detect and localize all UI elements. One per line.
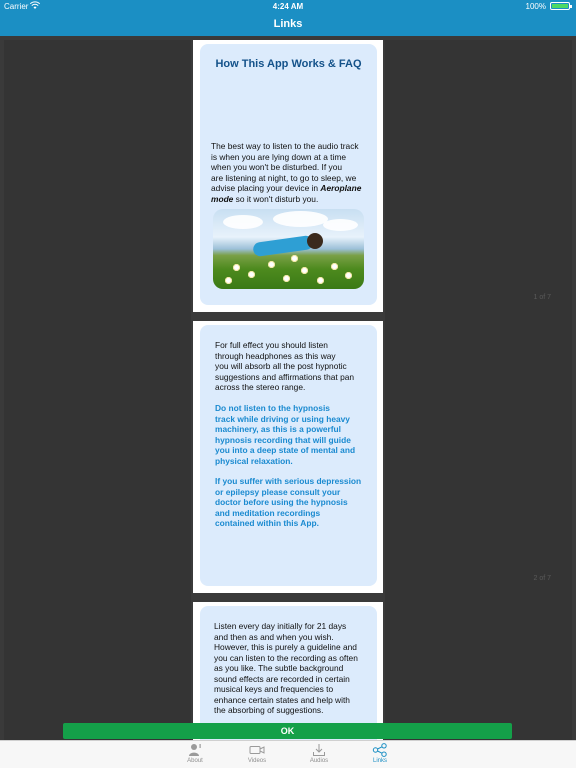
- text-line: machinery, as this is a powerful: [215, 424, 341, 434]
- text-line: as you like. The subtle background: [214, 663, 344, 673]
- download-icon: [312, 743, 326, 757]
- tab-videos[interactable]: [227, 743, 287, 764]
- video-camera-icon: [249, 743, 265, 757]
- mode-emphasis: mode: [211, 193, 234, 204]
- tab-bar: [0, 740, 576, 768]
- text-line: you into a deep state of mental and: [215, 445, 356, 455]
- tab-about[interactable]: [165, 743, 225, 764]
- person-icon: [188, 743, 202, 757]
- battery-icon: [550, 2, 570, 10]
- text-line: or epilepsy please consult your: [215, 486, 341, 497]
- tab-label: Audios: [309, 758, 329, 764]
- carrier-label: Carrier: [4, 2, 29, 11]
- text-line: [211, 183, 371, 194]
- text-line: doctor before using the hypnosis: [215, 497, 348, 507]
- text-line: and meditation recordings: [215, 507, 321, 518]
- text-line: The best way to listen to the audio track: [211, 141, 359, 151]
- text-line: across the stereo range.: [215, 382, 306, 392]
- page-number: 1 of 7: [533, 294, 551, 301]
- text-line: the absorbing of suggestions.: [214, 705, 324, 715]
- text-fragment: advise placing your device in: [211, 183, 319, 193]
- text-line: you will absorb all the post hypnotic: [215, 361, 347, 371]
- left-gutter: [4, 40, 191, 740]
- text-line: Do not listen to the hypnosis: [215, 403, 330, 413]
- text-fragment: so it won't disturb you.: [233, 193, 319, 204]
- battery-level: [552, 4, 568, 8]
- tab-label: Videos: [247, 758, 267, 764]
- text-line: and then as and when you wish.: [214, 631, 334, 642]
- headphones-advice: [215, 340, 375, 393]
- pages-scroll-area[interactable]: [0, 36, 576, 740]
- status-bar: [0, 0, 576, 13]
- text-line: If you suffer with serious depression: [215, 476, 362, 486]
- text-line: physical relaxation.: [215, 455, 293, 466]
- faq-title: How This App Works & FAQ: [215, 58, 362, 70]
- text-line: enhance certain states and help with: [214, 694, 350, 705]
- text-line: musical keys and frequencies to: [214, 684, 334, 694]
- page-number: 2 of 7: [533, 575, 551, 582]
- battery-percent: 100%: [525, 2, 546, 11]
- navigation-bar: [0, 13, 576, 36]
- tab-links[interactable]: [350, 743, 410, 764]
- driving-warning: [215, 403, 375, 466]
- text-line: you can listen to the recording as often: [214, 652, 358, 663]
- guide-page-2: [193, 321, 383, 593]
- page-card: [200, 606, 377, 740]
- ok-button[interactable]: OK: [63, 723, 512, 739]
- listening-instructions: [211, 141, 371, 204]
- aeroplane-emphasis: Aeroplane: [320, 183, 362, 193]
- text-line: suggestions and affirmations that pan: [215, 371, 355, 382]
- text-line: sound effects are recorded in certain: [214, 673, 350, 684]
- text-line: through headphones as this way: [215, 350, 336, 361]
- tab-label: About: [187, 758, 203, 764]
- relaxing-meadow-image: [213, 209, 364, 289]
- tab-label: Links: [372, 758, 387, 764]
- page-card: [200, 44, 377, 305]
- guide-page-1: [193, 40, 383, 312]
- guide-page-3: [193, 602, 383, 740]
- health-warning: [215, 476, 375, 529]
- text-line: are listening at night, to go to sleep, we: [211, 172, 357, 183]
- page-card: [200, 325, 377, 586]
- share-icon: [372, 743, 388, 757]
- text-line: For full effect you should listen: [215, 340, 328, 350]
- text-line: Listen every day initially for 21 days: [214, 621, 347, 631]
- daily-listening-advice: [214, 621, 376, 716]
- text-line: [211, 194, 371, 205]
- text-line: track while driving or using heavy: [215, 413, 350, 424]
- text-line: contained within this App.: [215, 518, 319, 528]
- right-gutter: [385, 40, 572, 740]
- text-line: when you won't be disturbed. If you: [211, 162, 343, 172]
- tab-audios[interactable]: [289, 743, 349, 764]
- text-line: hypnosis recording that will guide: [215, 434, 351, 445]
- clock: 4:24 AM: [272, 2, 304, 11]
- text-line: However, this is purely a guideline and: [214, 642, 357, 652]
- page-title: Links: [273, 18, 303, 30]
- text-line: is when you are lying down at a time: [211, 151, 347, 162]
